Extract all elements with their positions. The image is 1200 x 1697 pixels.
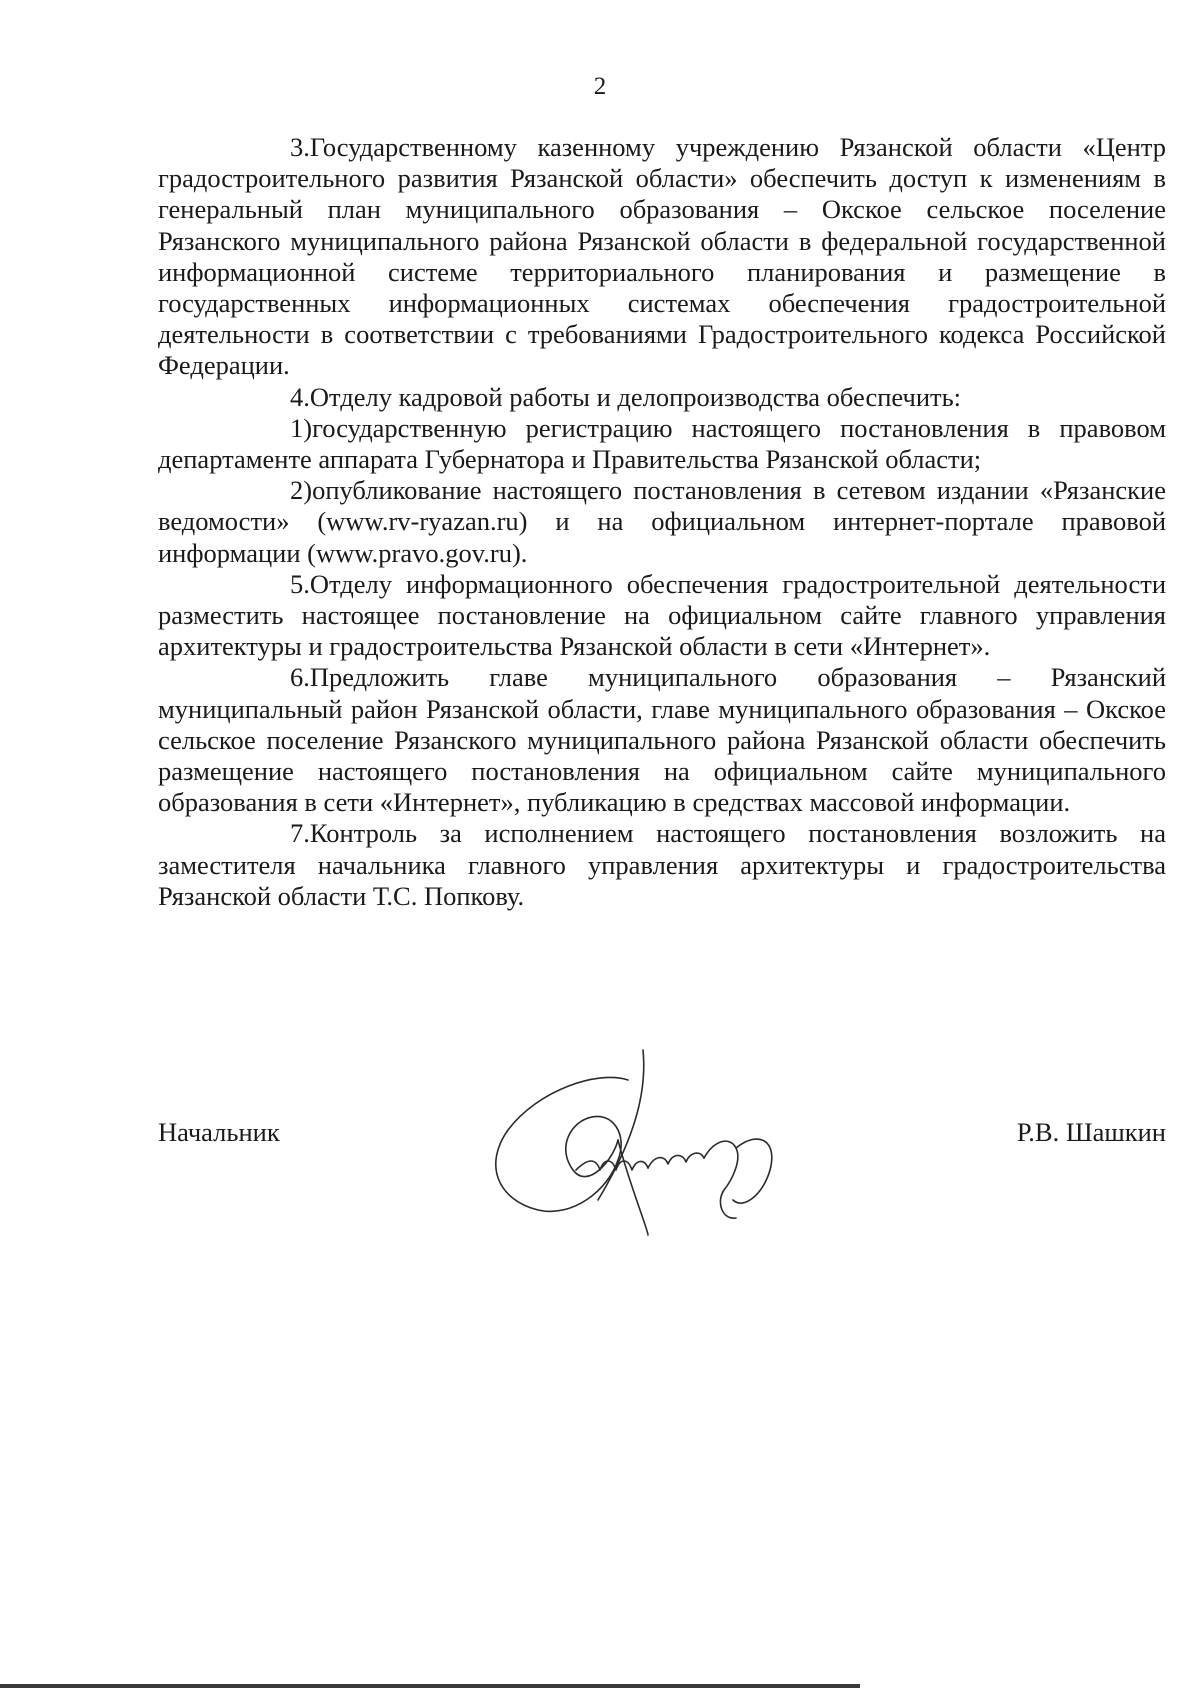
- paragraph-text: государственную регистрацию настоящего постановления в правовом департаменте аппарата Губернатора и Правительства Рязанской области;: [158, 412, 1166, 475]
- paragraph-number: 6.: [290, 662, 310, 693]
- paragraph-5: [158, 569, 1166, 663]
- paragraph-text: опубликование настоящего постановления в сетевом издании «Рязанские ведомости» (www.rv-ryazan.ru) и на официальном интернет-портале правовой информации (www.pravo.gov.ru).: [158, 475, 1166, 568]
- page-number: 2: [593, 73, 607, 100]
- signer-position: Начальник: [158, 1117, 280, 1147]
- paragraph-3: [158, 132, 1166, 382]
- paragraph-4: [158, 382, 1166, 413]
- paragraph-text: Отделу информационного обеспечения градостроительной деятельности разместить настоящее постановление на официальном сайте главного управления архитектуры и градостроительства Рязанской области в сети «Интернет».: [158, 568, 1166, 662]
- paragraph-number: 3.: [290, 132, 310, 162]
- paragraph-text: Предложить главе муниципального образования – Рязанский муниципальный район Рязанской области, главе муниципального образования – Окское сельское поселение Рязанского муниципального района Рязанской области обеспечить размещение настоящего постановления на официальном сайте муниципального образования в сети «Интернет», публикацию в средствах массовой информации.: [158, 662, 1166, 818]
- paragraph-number: 4.: [290, 381, 310, 412]
- paragraph-number: 5.: [290, 568, 310, 599]
- paragraph-text: Государственному казенному учреждению Рязанской области «Центр градостроительного развития Рязанской области» обеспечить доступ к изменениям в генеральный план муниципального образования – Окское сельское поселение Рязанского муниципального района Рязанской области в федеральной государственной информационной системе территориального планирования и размещение в государственных информационных системах обеспечения градостроительной деятельности в соответствии с требованиями Градостроительного кодекса Российской Федерации.: [158, 132, 1166, 381]
- page-bottom-border: [0, 1684, 860, 1688]
- paragraph-number: 2): [290, 475, 313, 506]
- paragraph-text: Контроль за исполнением настоящего постановления возложить на заместителя начальника главного управления архитектуры и градостроительства Рязанской области Т.С. Попкову.: [158, 818, 1166, 911]
- handwritten-signature: [478, 1040, 818, 1240]
- paragraph-7: [158, 818, 1166, 912]
- paragraph-number: 1): [290, 412, 313, 443]
- subparagraph-2: [158, 475, 1166, 569]
- paragraph-number: 7.: [290, 818, 310, 849]
- signer-name: Р.В. Шашкин: [1016, 1117, 1166, 1147]
- subparagraph-1: [158, 413, 1166, 475]
- paragraph-text: Отделу кадровой работы и делопроизводства обеспечить:: [309, 381, 962, 412]
- document-body: [158, 132, 1166, 912]
- paragraph-6: [158, 662, 1166, 818]
